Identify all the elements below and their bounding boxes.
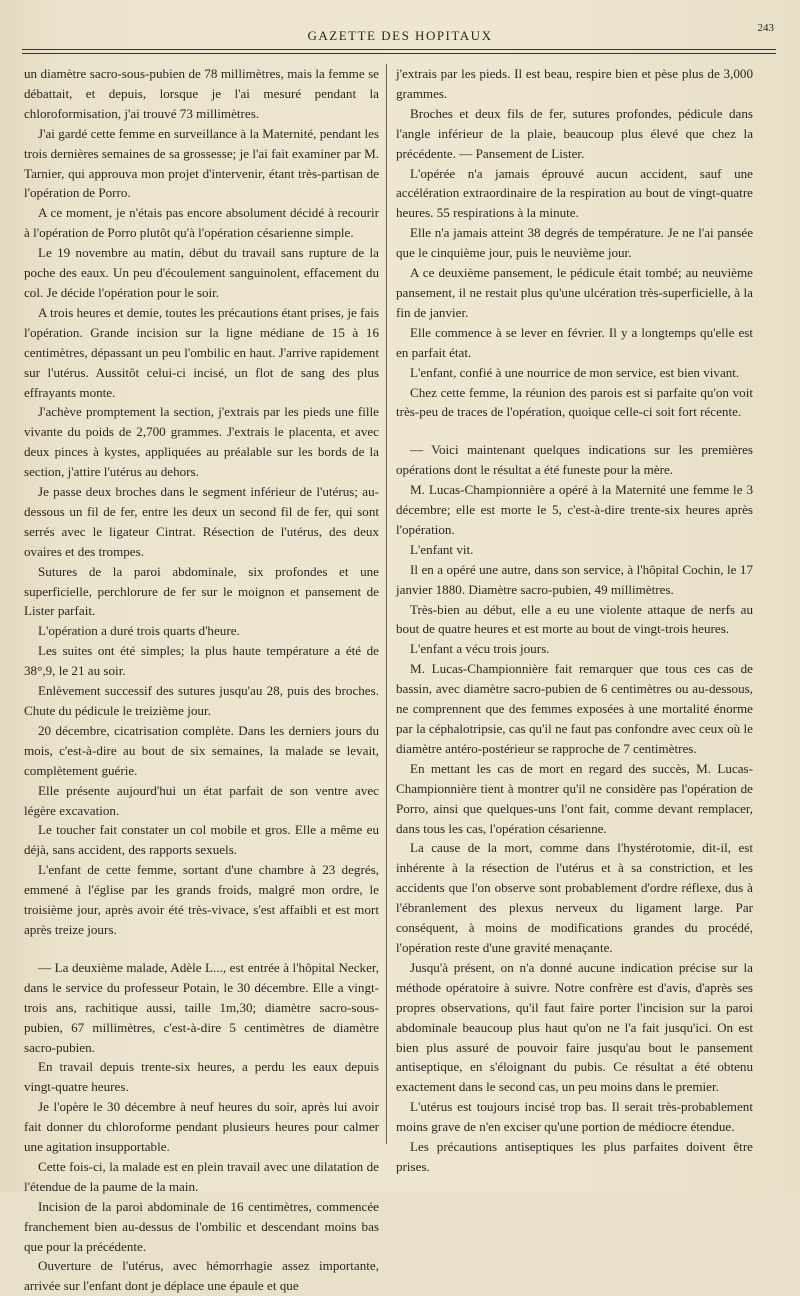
paragraph: un diamètre sacro-sous-pubien de 78 millimètres, mais la femme se débattait, et depuis, lorsque je l'ai mesuré pendant la chloroformisation, j'ai trouvé 73 millimètres. (24, 66, 379, 121)
paragraph: M. Lucas-Championnière a opéré à la Maternité une femme le 3 décembre; elle est morte le 5, c'est-à-dire trente-six heures après l'opération. (396, 482, 753, 537)
paragraph: M. Lucas-Championnière fait remarquer que tous ces cas de bassin, avec diamètre sacro-pubien de 6 centimètres ou au-dessous, ne comprennent que des femmes exposées à une mortalité énorme par la céphalotripsie, cas qu'il ne faut pas confondre avec ceux où le diamètre antéro-postérieur se rapproche de 7 centimètres. (396, 661, 753, 756)
paragraph: L'enfant de cette femme, sortant d'une chambre à 23 degrés, emmené à l'église par les grands froids, malgré mon ordre, le troisième jour, après avoir été très-vivace, s'est affaibli et est mort après treize jours. (24, 862, 379, 937)
paragraph: Elle n'a jamais atteint 38 degrés de température. Je ne l'ai pansée que le cinquième jour, puis le neuvième jour. (396, 225, 753, 261)
paragraph: Sutures de la paroi abdominale, six profondes et une superficielle, perchlorure de fer sur le moignon et pansement de Lister parfait. (24, 563, 379, 619)
paragraph: A ce moment, je n'étais pas encore absolument décidé à recourir à l'opération de Porro plutôt qu'à l'opération césarienne simple. (24, 205, 379, 241)
paragraph: En mettant les cas de mort en regard des succès, M. Lucas-Championnière tient à montrer qu'il ne considère pas l'opération de Porro, ainsi que quelques-uns l'ont fait, comme devant remplacer, dans tous les cas, l'opération césarienne. (396, 760, 753, 836)
paragraph: Chez cette femme, la réunion des parois est si parfaite qu'on voit très-peu de traces de l'opération, quoique celle-ci soit fort récente. (396, 384, 753, 420)
paragraph: Elle commence à se lever en février. Il y a longtemps qu'elle est en parfait état. (396, 324, 753, 360)
paragraph: J'ai gardé cette femme en surveillance à la Maternité, pendant les trois dernières semaines de sa grossesse; je l'ai fait examiner par M. Tarnier, qui approuva mon projet d'intervenir, étant très-partisan de l'opération de Porro. (24, 125, 379, 201)
paragraph: L'opérée n'a jamais éprouvé aucun accident, sauf une accélération extraordinaire de la respiration au bout de vingt-quatre heures. 55 respirations à la minute. (396, 165, 753, 221)
paragraph: A trois heures et demie, toutes les précautions étant prises, je fais l'opération. Grande incision sur la ligne médiane de 15 à 16 centimètres, dépassant un peu l'ombilic en haut. J'arrive rapidement sur l'utérus. Aussitôt celui-ci incisé, un flot de sang des plus effrayants monte. (24, 304, 379, 400)
paragraph: Les suites ont été simples; la plus haute température a été de 38°,9, le 21 au soir. (24, 643, 379, 679)
paragraph: L'enfant vit. (410, 541, 474, 557)
header-rule-thin (22, 53, 776, 54)
paragraph: Enlèvement successif des sutures jusqu'au 28, puis des broches. Chute du pédicule le treizième jour. (24, 683, 379, 718)
paragraph: J'achève promptement la section, j'extrais par les pieds une fille vivante du poids de 2,700 grammes. J'extrais le placenta, et avec deux pinces à kystes, appliquées au préalable sur les bords de la section, j'attire l'utérus au dehors. (24, 404, 379, 480)
page-header (20, 22, 780, 48)
paragraph: Je passe deux broches dans le segment inférieur de l'utérus; au-dessous un fil de fer, entre les deux un second fil de fer, qui sont serrés avec le ligateur Cintrat. Résection de l'utérus, des deux ovaires et des trompes. (24, 484, 379, 559)
header-rule (22, 49, 776, 50)
paragraph: L'opération a duré trois quarts d'heure. (38, 623, 240, 639)
paragraph: Broches et deux fils de fer, sutures profondes, pédicule dans l'angle inférieur de la plaie, beaucoup plus élevé que chez la précédente. — Pansement de Lister. (396, 105, 753, 161)
page-number: 243 (757, 22, 774, 34)
paragraph: A ce deuxième pansement, le pédicule était tombé; au neuvième pansement, il ne restait plus qu'une ulcération très-superficielle, à la fin de janvier. (396, 265, 753, 320)
paragraph: Le 19 novembre au matin, début du travail sans rupture de la poche des eaux. Un peu d'écoulement sanguinolent, effacement du col. Je décide l'opération pour le soir. (24, 245, 379, 300)
paragraph: La cause de la mort, comme dans l'hystérotomie, dit-il, est inhérente à la résection de l'utérus et à sa constriction, et les accidents que l'on observe sont probablement d'ordre réflexe, dus à l'ébranlement des plexus nerveux du ligament large. Par conséquent, à moins de modifications grandes du procédé, l'opération reste d'une gravité menaçante. (396, 840, 753, 955)
right-column (396, 64, 753, 1177)
paragraph: Jusqu'à présent, on n'a donné aucune indication précise sur la méthode opératoire à suivre. Notre confrère est d'avis, d'après ses propres observations, qu'il faut faire porter l'incision sur la paroi abdominale beaucoup plus haut qu'on ne l'a fait jusqu'ici. On est bien plus assuré de pouvoir faire jusqu'au bout le pansement antiseptique, en s'éloignant du pubis. Ce résultat a été obtenu exactement dans le second cas, un peu moins dans le premier. (396, 959, 753, 1095)
paragraph: En travail depuis trente-six heures, a perdu les eaux depuis vingt-quatre heures. (24, 1059, 379, 1095)
paragraph: Ouverture de l'utérus, avec hémorrhagie assez importante, arrivée sur l'enfant dont je déplace une épaule et que (24, 1258, 379, 1294)
paragraph: — Voici maintenant quelques indications sur les premières opérations dont le résultat a été funeste pour la mère. (396, 442, 753, 478)
paragraph: Elle présente aujourd'hui un état parfait de son ventre avec légère excavation. (24, 782, 379, 818)
paragraph: Il en a opéré une autre, dans son service, à l'hôpital Cochin, le 17 janvier 1880. Diamètre sacro-pubien, 49 millimètres. (396, 561, 753, 597)
paragraph: Incision de la paroi abdominale de 16 centimètres, commencée franchement bien au-dessus de l'ombilic et descendant moins bas que pour la précédente. (24, 1198, 379, 1254)
left-column (24, 64, 379, 1296)
paragraph: L'utérus est toujours incisé trop bas. Il serait très-probablement moins grave de n'en exciser qu'une portion de médiocre étendue. (396, 1099, 753, 1135)
paragraph: Très-bien au début, elle a eu une violente attaque de nerfs au bout de quatre heures et est morte au bout de vingt-trois heures. (396, 601, 753, 637)
paragraph: j'extrais par les pieds. Il est beau, respire bien et pèse plus de 3,000 grammes. (396, 66, 753, 101)
column-divider (386, 64, 387, 1144)
paragraph: L'enfant, confié à une nourrice de mon service, est bien vivant. (410, 364, 740, 380)
paragraph: L'enfant a vécu trois jours. (410, 641, 550, 657)
paragraph: 20 décembre, cicatrisation complète. Dans les derniers jours du mois, c'est-à-dire au bout de six semaines, la malade se levait, complètement guérie. (24, 722, 379, 778)
paragraph: Le toucher fait constater un col mobile et gros. Elle a même eu déjà, sans accident, des rapports sexuels. (24, 822, 379, 858)
paragraph: Je l'opère le 30 décembre à neuf heures du soir, après lui avoir fait donner du chloroforme pendant plusieurs heures pour calmer une agitation insupportable. (24, 1099, 379, 1155)
paragraph: — La deuxième malade, Adèle L..., est entrée à l'hôpital Necker, dans le service du professeur Potain, le 30 décembre. Elle a vingt-trois ans, rachitique aussi, taille 1m,30; diamètre sacro-sous-pubien, 67 millimètres, c'est-à-dire 5 centimètres de diamètre sacro-pubien. (24, 959, 379, 1055)
paragraph: Les précautions antiseptiques les plus parfaites doivent être prises. (396, 1139, 753, 1174)
journal-title: GAZETTE DES HOPITAUX (307, 28, 493, 43)
paragraph: Cette fois-ci, la malade est en plein travail avec une dilatation de l'étendue de la paume de la main. (24, 1158, 379, 1194)
